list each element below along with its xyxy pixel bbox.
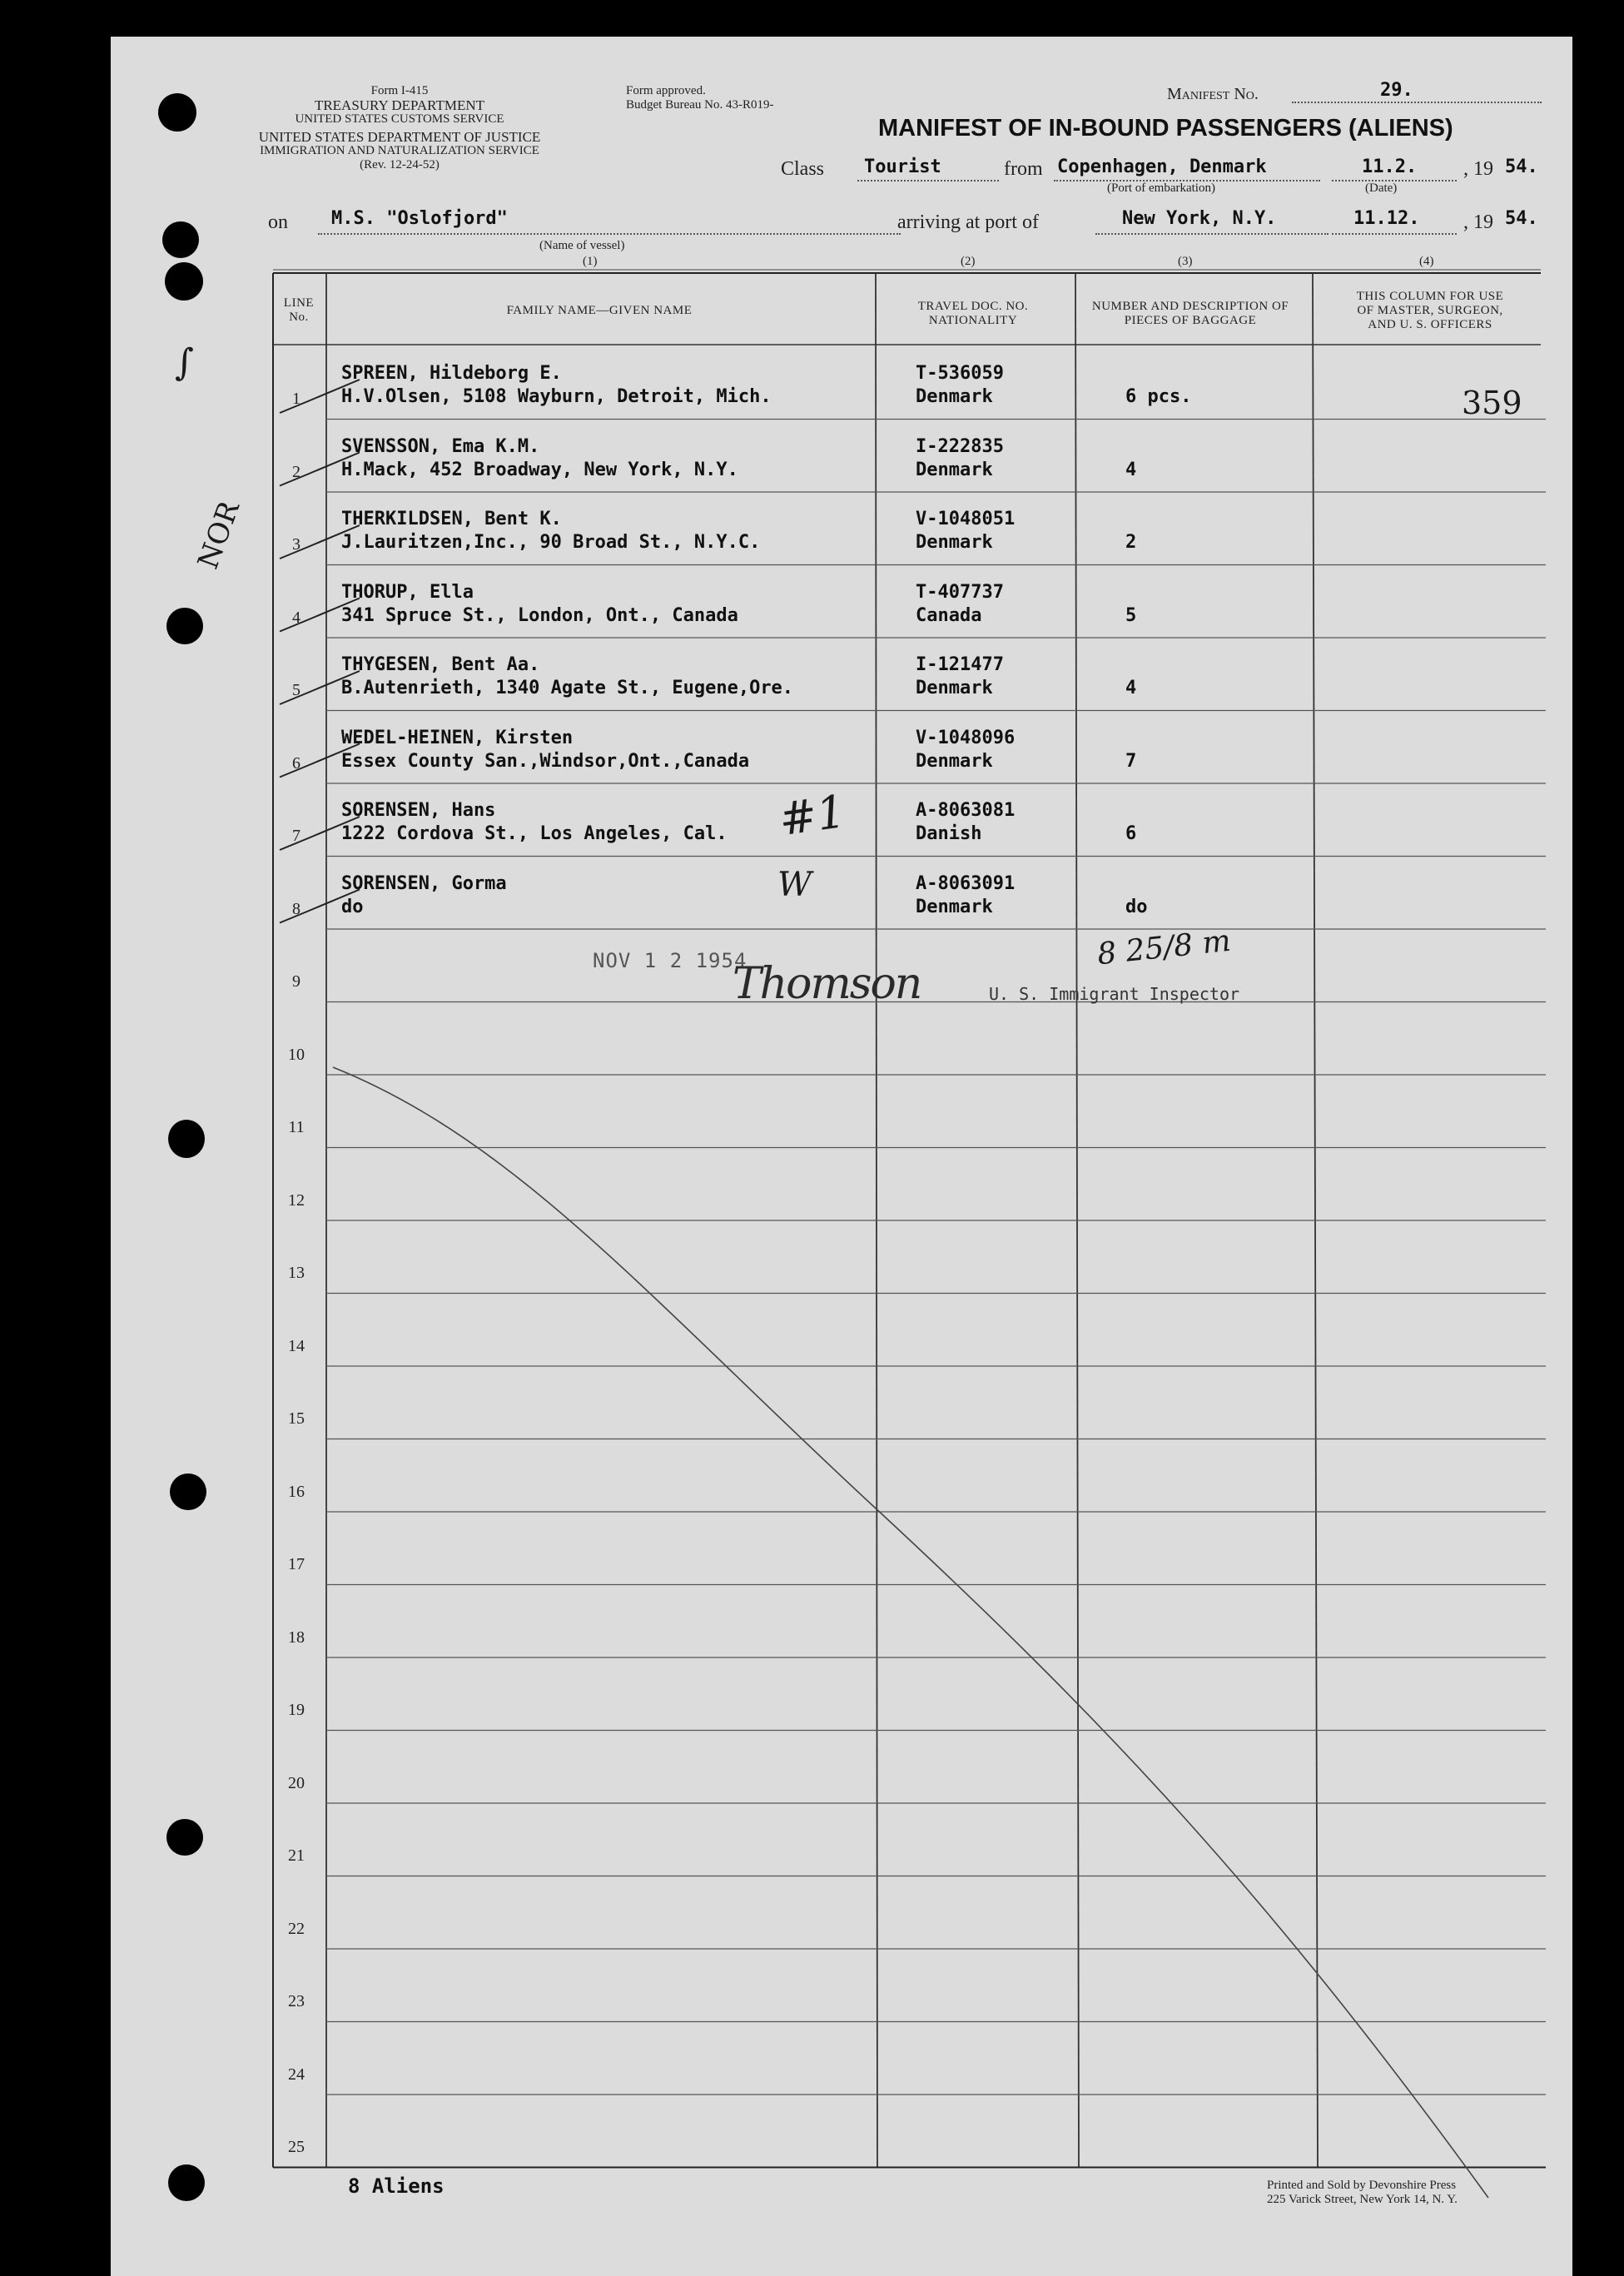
- passenger-name: THORUP, Ella: [341, 581, 474, 603]
- manifest-no-label: Manifest No.: [1167, 85, 1259, 103]
- col-4-index: (4): [1419, 255, 1434, 268]
- travel-doc-no: V-1048051: [916, 509, 1016, 529]
- date-stamp: NOV 1 2 1954: [593, 949, 747, 972]
- travel-doc-no: A-8063081: [916, 800, 1016, 821]
- hash-one-mark: #1: [776, 784, 849, 847]
- line-number: 8: [292, 899, 300, 918]
- manifest-no-value: 29.: [1380, 80, 1413, 101]
- baggage: 2: [1125, 532, 1137, 553]
- passenger-address: do: [341, 896, 364, 917]
- passenger-name: SPREEN, Hildeborg E.: [341, 363, 562, 384]
- line-number: 4: [292, 608, 300, 627]
- passenger-name: SVENSSON, Ema K.M.: [341, 435, 540, 457]
- line-number: 21: [288, 1846, 305, 1865]
- passenger-address: 341 Spruce St., London, Ont., Canada: [341, 604, 738, 626]
- vessel-value: M.S. "Oslofjord": [331, 208, 508, 229]
- embark-year-prefix: , 19: [1463, 158, 1493, 180]
- travel-doc-no: I-121477: [916, 654, 1004, 675]
- baggage: 5: [1125, 604, 1137, 626]
- line-number: 5: [292, 681, 300, 699]
- line-number: 16: [288, 1482, 305, 1501]
- line-number: 2: [292, 462, 300, 481]
- arrival-year-prefix: , 19: [1463, 211, 1493, 233]
- printer-line-2: 225 Varick Street, New York 14, N. Y.: [1267, 2193, 1458, 2206]
- nationality: Denmark: [916, 459, 993, 480]
- line-number: 6: [292, 753, 300, 773]
- printer-imprint: [1267, 2179, 1557, 2207]
- printer-line-1: Printed and Sold by Devonshire Press: [1267, 2179, 1457, 2192]
- vessel-caption: (Name of vessel): [539, 239, 625, 252]
- travel-doc-no: T-407737: [916, 581, 1004, 603]
- line-number: 1: [292, 390, 300, 408]
- inspector-title: U. S. Immigrant Inspector: [989, 984, 1240, 1004]
- port-embark-caption: (Port of embarkation): [1107, 181, 1215, 195]
- col-header-baggage: NUMBER AND DESCRIPTION OF PIECES OF BAGGAGE: [1091, 300, 1289, 327]
- form-approved: Form approved.: [626, 84, 706, 97]
- officer-number: 359: [1462, 385, 1522, 421]
- travel-doc-no: I-222835: [916, 435, 1004, 457]
- col-2-index: (2): [961, 255, 976, 268]
- baggage: 7: [1125, 750, 1137, 772]
- immigration-service: IMMIGRATION AND NATURALIZATION SERVICE: [260, 144, 539, 157]
- aliens-count: 8 Aliens: [348, 2174, 444, 2198]
- passenger-name: WEDEL-HEINEN, Kirsten: [341, 727, 574, 748]
- passenger-address: Essex County San.,Windsor,Ont.,Canada: [341, 750, 750, 772]
- col-1-index: (1): [583, 255, 598, 268]
- passenger-address: B.Autenrieth, 1340 Agate St., Eugene,Ore.: [341, 678, 794, 698]
- nationality: Danish: [916, 823, 982, 844]
- class-value: Tourist: [864, 157, 941, 177]
- nationality: Canada: [916, 604, 982, 626]
- line-number: 3: [292, 535, 300, 554]
- from-label: from: [1004, 158, 1043, 180]
- line-number: 25: [288, 2138, 305, 2156]
- passenger-name: SORENSEN, Gorma: [341, 872, 507, 894]
- nationality: Denmark: [916, 532, 993, 553]
- port-embark-value: Copenhagen, Denmark: [1057, 157, 1267, 177]
- baggage: 6 pcs.: [1125, 386, 1192, 407]
- arrival-port-value: New York, N.Y.: [1122, 208, 1277, 229]
- line-number: 7: [292, 827, 300, 845]
- line-number: 17: [288, 1555, 305, 1573]
- travel-doc-no: V-1048096: [916, 727, 1016, 748]
- justice-dept: UNITED STATES DEPARTMENT OF JUSTICE: [258, 129, 541, 145]
- col-header-travel-doc: TRAVEL DOC. NO. NATIONALITY: [917, 300, 1029, 327]
- col-header-name: FAMILY NAME—GIVEN NAME: [506, 304, 693, 317]
- budget-bureau: Budget Bureau No. 43-R019-: [626, 98, 774, 112]
- line-number: 19: [288, 1701, 305, 1719]
- passenger-address: 1222 Cordova St., Los Angeles, Cal.: [341, 823, 728, 844]
- on-label: on: [268, 211, 288, 233]
- line-number: 18: [288, 1627, 305, 1647]
- form-number: Form I-415: [370, 84, 429, 97]
- baggage: 6: [1125, 823, 1137, 844]
- class-label: Class: [781, 158, 825, 180]
- passenger-name: THYGESEN, Bent Aa.: [341, 654, 540, 675]
- line-number: 12: [288, 1190, 305, 1210]
- revision: (Rev. 12-24-52): [360, 158, 440, 171]
- date-caption: (Date): [1365, 181, 1398, 195]
- embark-date-value: 11.2.: [1362, 157, 1418, 177]
- passenger-address: H.V.Olsen, 5108 Wayburn, Detroit, Mich.: [341, 386, 772, 407]
- w-mark: W: [777, 866, 812, 904]
- baggage: do: [1125, 896, 1148, 917]
- line-number: 22: [288, 1919, 305, 1938]
- travel-doc-no: T-536059: [916, 363, 1004, 384]
- passenger-name: THERKILDSEN, Bent K.: [341, 509, 562, 529]
- line-number: 9: [292, 972, 300, 991]
- col-header-officers: THIS COLUMN FOR USE OF MASTER, SURGEON, AND U. S. OFFICERS: [1356, 290, 1504, 331]
- passenger-name: SORENSEN, Hans: [341, 800, 496, 821]
- margin-note-nor: NOR: [191, 496, 247, 574]
- nationality: Denmark: [916, 386, 993, 407]
- baggage: 4: [1125, 459, 1137, 480]
- travel-doc-no: A-8063091: [916, 872, 1016, 894]
- manifest-title: MANIFEST OF IN-BOUND PASSENGERS (ALIENS): [878, 115, 1453, 142]
- line-number: 13: [288, 1264, 305, 1282]
- passenger-address: H.Mack, 452 Broadway, New York, N.Y.: [341, 459, 738, 480]
- line-number: 23: [288, 1992, 305, 2010]
- passenger-address: J.Lauritzen,Inc., 90 Broad St., N.Y.C.: [341, 532, 761, 553]
- nationality: Denmark: [916, 678, 993, 698]
- arrival-year-value: 54.: [1505, 208, 1538, 229]
- baggage: 4: [1125, 678, 1137, 698]
- col-header-line-no: LINE No.: [283, 296, 315, 324]
- col-3-index: (3): [1178, 255, 1193, 268]
- margin-mark: ∫: [175, 341, 194, 384]
- embark-year-value: 54.: [1505, 157, 1538, 177]
- nationality: Denmark: [916, 750, 993, 772]
- treasury-dept: TREASURY DEPARTMENT: [314, 97, 485, 113]
- nationality: Denmark: [916, 896, 993, 917]
- line-number: 20: [288, 1773, 305, 1792]
- line-number: 14: [288, 1336, 305, 1355]
- time-annotation: 8 25/8 m: [1095, 923, 1233, 972]
- customs-service: UNITED STATES CUSTOMS SERVICE: [295, 112, 504, 126]
- line-number: 11: [288, 1118, 305, 1136]
- line-number: 15: [288, 1409, 305, 1428]
- arrival-date-value: 11.12.: [1353, 208, 1420, 229]
- inspector-signature: Thomson: [733, 959, 921, 1009]
- arriving-label: arriving at port of: [897, 211, 1039, 233]
- line-number: 24: [288, 2065, 305, 2084]
- line-number: 10: [288, 1045, 305, 1064]
